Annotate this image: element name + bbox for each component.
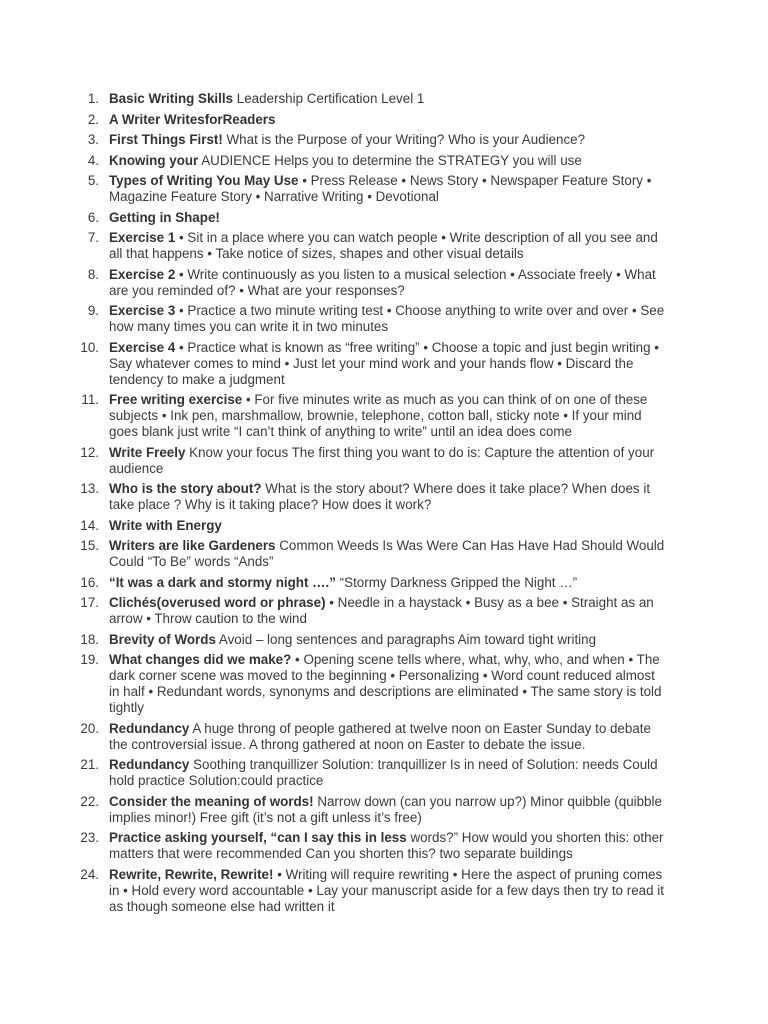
list-item-text: words?” How would you shorten this: other matters that were recommended Can you shorten this? two separate buildings [109, 830, 664, 861]
list-item-number: 12. [80, 444, 99, 460]
list-item-heading: A Writer WritesforReaders [109, 111, 276, 127]
list-item-heading: Clichés(overused word or phrase) [109, 595, 326, 610]
list-item-text: • Press Release • News Story • Newspaper Feature Story • Magazine Feature Story • Narrative Writing • Devotional [109, 173, 652, 204]
list-item-number: 16. [80, 574, 99, 590]
list-item [78, 518, 668, 534]
list-item-text: Leadership Certification Level 1 [233, 91, 425, 106]
list-item [78, 794, 668, 826]
list-item-heading: “It was a dark and stormy night ….” [109, 574, 336, 590]
list-item-text: Avoid – long sentences and paragraphs Aim toward tight writing [215, 631, 597, 647]
list-item-heading: Free writing exercise [109, 392, 243, 407]
list-item [78, 830, 668, 862]
list-item-number: 18. [80, 631, 99, 647]
list-item-heading: Types of Writing You May Use [109, 173, 299, 188]
list-item-text: • Sit in a place where you can watch people • Write description of all you see and all that happens • Take notice of sizes, shapes and other visual details [109, 230, 658, 261]
list-item [78, 112, 668, 128]
list-item [78, 267, 668, 299]
list-item-number: 17. [80, 595, 99, 610]
list-item-text: • Write continuously as you listen to a musical selection • Associate freely • What are you reminded of? • What are your responses? [109, 266, 656, 298]
list-item [78, 153, 668, 169]
list-item-number: 5. [87, 173, 99, 188]
list-item [78, 210, 668, 226]
list-item-heading: Practice asking yourself, “can I say this in less [109, 830, 407, 845]
list-item-heading: Brevity of Words [109, 631, 216, 647]
list-item-number: 19. [80, 652, 99, 667]
list-item-text: Soothing tranquillizer Solution: tranquillizer Is in need of Solution: needs Could hold practice Solution:could practice [109, 757, 658, 788]
list-item-heading: First Things First! [109, 132, 223, 147]
list-item [78, 721, 668, 753]
list-item-heading: Redundancy [109, 720, 190, 736]
list-item-number: 24. [80, 866, 99, 882]
list-item [78, 91, 668, 107]
list-item-heading: Rewrite, Rewrite, Rewrite! [109, 866, 274, 882]
list-item-number: 6. [87, 209, 99, 225]
list-item-number: 20. [80, 720, 99, 736]
list-item-text: • Writing will require rewriting • Here the aspect of pruning comes in • Hold every word accountable • Lay your manuscript aside for a few days then try to read it as though someone else had written it [109, 866, 664, 914]
list-item-number: 13. [80, 481, 99, 496]
list-item [78, 132, 668, 148]
list-item [78, 632, 668, 648]
list-item [78, 595, 668, 627]
list-item-number: 15. [80, 538, 99, 553]
list-item-heading: What changes did we make? [109, 652, 292, 667]
list-item-text: “Stormy Darkness Gripped the Night …” [335, 574, 578, 590]
numbered-list [78, 91, 668, 919]
list-item [78, 652, 668, 716]
list-item [78, 392, 668, 440]
list-item-text: What is the story about? Where does it take place? When does it take place ? Why is it taking place? How does it work? [109, 481, 651, 512]
list-item [78, 538, 668, 570]
list-item-heading: Exercise 1 [109, 230, 176, 245]
list-item-heading: Write with Energy [109, 517, 222, 533]
list-item-heading: Exercise 3 [109, 303, 176, 318]
list-item-heading: Redundancy [109, 757, 190, 772]
list-item [78, 230, 668, 262]
list-item [78, 757, 668, 789]
list-item [78, 173, 668, 205]
list-item-number: 7. [87, 230, 99, 245]
list-item-text: • Practice what is known as “free writing” • Choose a topic and just begin writing • Say whatever comes to mind • Just let your mind work and your hands flow • Discard the tendency to make a judgment [109, 339, 659, 387]
list-item-number: 8. [87, 266, 99, 282]
list-item [78, 340, 668, 388]
list-item [78, 303, 668, 335]
list-item-heading: Exercise 2 [109, 266, 176, 282]
list-item-text: AUDIENCE Helps you to determine the STRATEGY you will use [198, 152, 582, 168]
list-item-text: A huge throng of people gathered at twelve noon on Easter Sunday to debate the controversial issue. A throng gathered at noon on Easter to debate the issue. [109, 720, 651, 752]
list-item-number: 3. [87, 132, 99, 147]
list-item-number: 11. [81, 392, 99, 407]
list-item-number: 21. [80, 757, 99, 772]
list-item-heading: Basic Writing Skills [109, 91, 234, 106]
list-item-heading: Writers are like Gardeners [109, 538, 276, 553]
list-item-text: What is the Purpose of your Writing? Who is your Audience? [222, 132, 586, 147]
list-item [78, 481, 668, 513]
list-item-number: 9. [87, 303, 99, 318]
list-item [78, 445, 668, 477]
list-item-text: Common Weeds Is Was Were Can Has Have Had Should Would Could “To Be” words “Ands” [109, 538, 665, 569]
list-item-heading: Consider the meaning of words! [109, 793, 314, 809]
list-item-text: • For five minutes write as much as you can think of on one of these subjects • Ink pen, marshmallow, brownie, telephone, cotton ball, sticky note • If your mind goes blank just write “I can’t think of anything to write” until an idea does come [109, 392, 648, 439]
list-item-heading: Knowing your [109, 152, 199, 168]
list-item-number: 1. [87, 91, 99, 106]
list-item-text: • Needle in a haystack • Busy as a bee • Straight as an arrow • Throw caution to the wind [109, 595, 654, 626]
list-item-number: 23. [80, 830, 99, 845]
list-item-number: 2. [87, 111, 99, 127]
list-item-heading: Exercise 4 [109, 339, 176, 355]
list-item-number: 22. [80, 793, 99, 809]
list-item [78, 575, 668, 591]
list-item-text: • Opening scene tells where, what, why, who, and when • The dark corner scene was moved to the beginning • Personalizing • Word count reduced almost in half • Redundant words, synonyms and descriptions are eliminated • The same story is told tightly [109, 652, 662, 715]
list-item [78, 867, 668, 915]
list-item-heading: Who is the story about? [109, 481, 262, 496]
list-item-text: Narrow down (can you narrow up?) Minor quibble (quibble implies minor!) Free gift (it’s not a gift unless it’s free) [109, 793, 662, 825]
list-item-number: 10. [80, 339, 99, 355]
list-item-text: • Practice a two minute writing test • Choose anything to write over and over • See how many times you can write it in two minutes [109, 303, 665, 334]
list-item-text: Know your focus The first thing you want to do is: Capture the attention of your audience [109, 444, 655, 476]
list-item-number: 14. [80, 517, 99, 533]
list-item-number: 4. [87, 152, 99, 168]
list-item-heading: Getting in Shape! [109, 209, 220, 225]
list-item-heading: Write Freely [109, 444, 186, 460]
